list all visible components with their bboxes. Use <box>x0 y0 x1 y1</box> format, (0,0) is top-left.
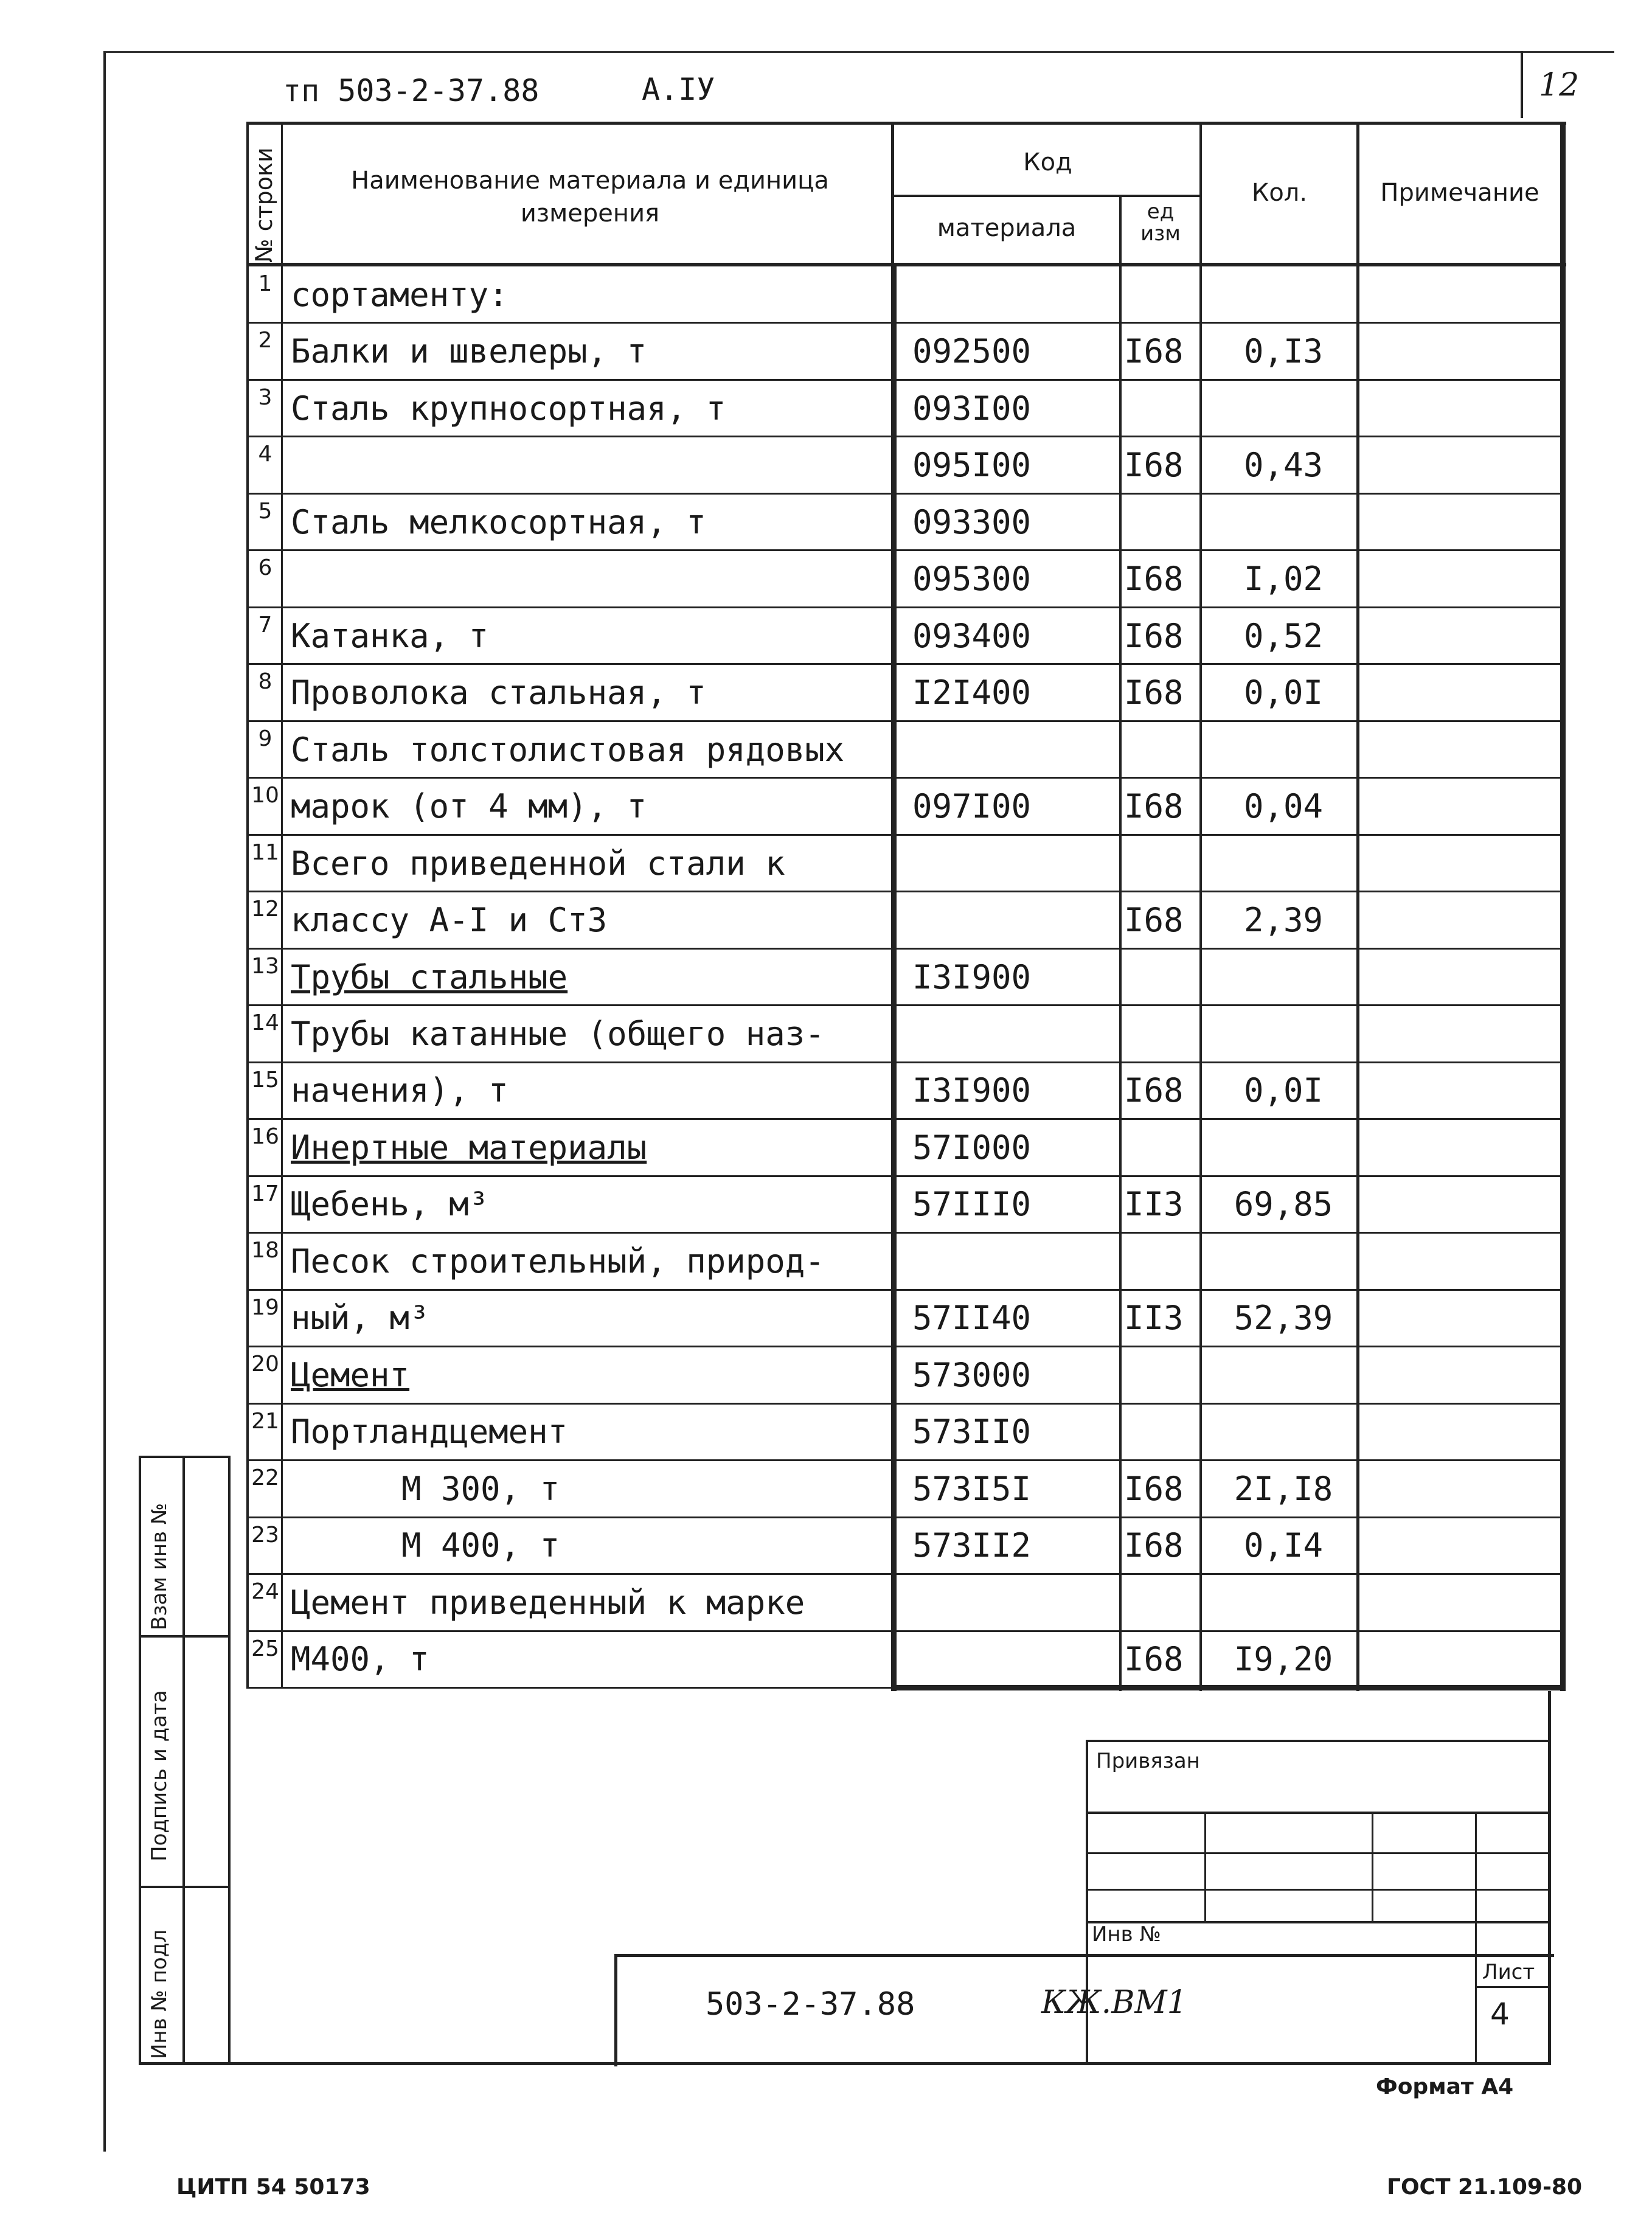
row-rule <box>246 1687 1563 1689</box>
org-code: ЦИТП 54 50173 <box>176 2175 370 2200</box>
privyazan-label: Привязан <box>1096 1749 1200 1773</box>
row-name: Цемент <box>291 1356 410 1394</box>
header-top-rule <box>246 122 1566 125</box>
note-header: Примечание <box>1380 179 1539 207</box>
page-number-divider <box>1521 51 1523 118</box>
row-name: М 400, т <box>401 1526 560 1565</box>
row-name: Щебень, м³ <box>291 1185 489 1223</box>
row-number: 3 <box>258 385 272 410</box>
row-rule <box>246 1573 1563 1575</box>
row-rule <box>246 1630 1563 1632</box>
row-material-code: 573I5I <box>912 1470 1032 1508</box>
doc-mark: КЖ.ВМ1 <box>1041 1984 1187 2021</box>
row-rule <box>246 1232 1563 1234</box>
row-number: 15 <box>251 1068 279 1093</box>
row-name: ный, м³ <box>291 1299 429 1337</box>
row-quantity: 0,I4 <box>1243 1526 1324 1565</box>
row-quantity: 0,0I <box>1243 673 1324 712</box>
row-name: Сталь крупносортная, т <box>291 389 726 428</box>
row-quantity: 52,39 <box>1234 1299 1333 1337</box>
row-rule <box>246 777 1563 779</box>
row-material-code: 57I000 <box>912 1128 1032 1167</box>
row-rule <box>246 834 1563 836</box>
row-name: Катанка, т <box>291 617 489 655</box>
row-number: 16 <box>251 1124 279 1149</box>
row-number: 11 <box>251 840 279 865</box>
sheet-rule <box>1475 1986 1549 1988</box>
row-rule <box>246 549 1563 551</box>
row-rule <box>246 891 1563 892</box>
row-rule <box>246 1004 1563 1006</box>
col-rule-material-head <box>891 122 894 268</box>
album-code: А.IУ <box>642 72 715 107</box>
row-number: 13 <box>251 954 279 979</box>
row-number: 8 <box>258 669 272 694</box>
row-number: 22 <box>251 1465 279 1490</box>
row-name: М 300, т <box>401 1470 560 1508</box>
inv-no-label: Инв № <box>1092 1922 1161 1947</box>
page-number: 12 <box>1539 67 1580 103</box>
row-number: 17 <box>251 1181 279 1206</box>
row-unit-code: I68 <box>1124 332 1184 370</box>
row-unit-code: I68 <box>1124 1640 1184 1678</box>
row-rule <box>246 1118 1563 1120</box>
row-material-code: 093400 <box>912 617 1032 655</box>
row-unit-code: I68 <box>1124 673 1184 712</box>
margin-rule-top <box>139 1456 230 1458</box>
row-material-code: 097I00 <box>912 787 1032 825</box>
stamp-rule-2 <box>1086 1852 1548 1854</box>
row-name: Сталь толстолистовая рядовых <box>291 731 845 769</box>
row-rule <box>246 493 1563 495</box>
row-number: 1 <box>258 271 272 296</box>
row-unit-code: I68 <box>1124 901 1184 939</box>
doc-number: 503-2-37.88 <box>706 1986 915 2023</box>
row-rule <box>246 1403 1563 1405</box>
row-name: М400, т <box>291 1640 429 1678</box>
row-number: 20 <box>251 1352 279 1377</box>
stamp-rule-1 <box>1086 1812 1548 1814</box>
row-material-code: 095300 <box>912 560 1032 598</box>
row-name: начения), т <box>291 1071 508 1110</box>
col-rule-qty <box>1199 122 1202 1691</box>
name-header: Наименование материала и единица измерения <box>351 167 829 228</box>
row-number: 4 <box>258 442 272 467</box>
sheet-value: 4 <box>1490 1996 1510 2032</box>
margin-rule-1 <box>139 1635 230 1638</box>
row-unit-code: I68 <box>1124 1470 1184 1508</box>
sheet-label: Лист <box>1482 1960 1535 1984</box>
row-number: 2 <box>258 328 272 353</box>
row-number: 23 <box>251 1523 279 1548</box>
row-name: Цемент приведенный к марке <box>291 1583 805 1622</box>
row-material-code: 093300 <box>912 503 1032 541</box>
stamp-rule-3 <box>1086 1889 1548 1891</box>
row-material-code: I3I900 <box>912 1071 1032 1110</box>
inv-podl-label: Инв № подл <box>147 1930 172 2059</box>
row-unit-code: I68 <box>1124 446 1184 484</box>
row-number: 6 <box>258 555 272 580</box>
row-material-code: I2I400 <box>912 673 1032 712</box>
row-material-code: 57II40 <box>912 1299 1032 1337</box>
stamp-col-1 <box>1204 1812 1206 1921</box>
row-material-code: 57III0 <box>912 1185 1032 1223</box>
col-rule-unit <box>1119 195 1122 1691</box>
row-number: 10 <box>251 783 279 808</box>
unit-header: ед изм <box>1140 200 1181 246</box>
rownum-header: № строки <box>251 147 277 263</box>
row-quantity: 2I,I8 <box>1234 1470 1333 1508</box>
row-name: Всего приведенной стали к <box>291 844 785 883</box>
row-rule <box>246 379 1563 381</box>
row-quantity: 0,04 <box>1243 787 1324 825</box>
row-quantity: 69,85 <box>1234 1185 1333 1223</box>
row-material-code: 095I00 <box>912 446 1032 484</box>
row-number: 5 <box>258 499 272 524</box>
margin-rule-2 <box>139 1886 230 1888</box>
row-quantity: I,02 <box>1243 560 1324 598</box>
row-rule <box>246 1346 1563 1347</box>
row-rule <box>246 436 1563 437</box>
row-name: марок (от 4 мм), т <box>291 787 647 825</box>
col-rule-right <box>1560 122 1566 1691</box>
material-header: материала <box>937 214 1077 242</box>
margin-rule-outer <box>139 1456 141 2065</box>
row-rule <box>246 322 1563 324</box>
row-material-code: I3I900 <box>912 958 1032 996</box>
row-rule <box>246 1517 1563 1518</box>
row-unit-code: II3 <box>1124 1299 1184 1337</box>
row-rule <box>246 1061 1563 1063</box>
row-name: Трубы катанные (общего наз- <box>291 1015 825 1053</box>
row-name: Балки и швелеры, т <box>291 332 647 370</box>
row-number: 7 <box>258 613 272 638</box>
row-number: 14 <box>251 1010 279 1035</box>
row-rule <box>246 606 1563 608</box>
row-rule <box>246 1289 1563 1291</box>
row-number: 21 <box>251 1409 279 1434</box>
row-unit-code: I68 <box>1124 617 1184 655</box>
row-number: 12 <box>251 897 279 922</box>
col-rule-left <box>246 122 249 1688</box>
row-quantity: 0,43 <box>1243 446 1324 484</box>
row-unit-code: I68 <box>1124 787 1184 825</box>
col-rule-rownum <box>281 122 283 1688</box>
row-number: 9 <box>258 726 272 751</box>
podpis-label: Подпись и дата <box>147 1690 172 1861</box>
doc-code: тп 503-2-37.88 <box>283 73 540 108</box>
row-name: Проволока стальная, т <box>291 673 706 712</box>
row-rule <box>246 720 1563 722</box>
row-name: Песок строительный, природ- <box>291 1242 825 1280</box>
row-quantity: I9,20 <box>1234 1640 1333 1678</box>
row-name: Трубы стальные <box>291 958 568 996</box>
code-header: Код <box>1023 148 1072 176</box>
row-material-code: 573II2 <box>912 1526 1032 1565</box>
row-number: 18 <box>251 1238 279 1263</box>
row-quantity: 0,I3 <box>1243 332 1324 370</box>
gost-code: ГОСТ 21.109-80 <box>1387 2175 1583 2200</box>
row-quantity: 0,0I <box>1243 1071 1324 1110</box>
row-material-code: 092500 <box>912 332 1032 370</box>
col-rule-note <box>1356 122 1359 1691</box>
row-name: классу А-I и Ст3 <box>291 901 608 939</box>
row-material-code: 573000 <box>912 1356 1032 1394</box>
col-rule-material <box>891 266 897 1691</box>
vzam-label: Взам инв № <box>147 1503 172 1630</box>
row-name: Портландцемент <box>291 1412 568 1451</box>
row-unit-code: II3 <box>1124 1185 1184 1223</box>
row-unit-code: I68 <box>1124 1526 1184 1565</box>
row-name: Инертные материалы <box>291 1128 647 1167</box>
row-material-code: 093I00 <box>912 389 1032 428</box>
stamp-col-2 <box>1372 1812 1373 1921</box>
margin-rule-inner <box>182 1456 185 2065</box>
row-number: 19 <box>251 1295 279 1320</box>
row-material-code: 573II0 <box>912 1412 1032 1451</box>
row-rule <box>246 1459 1563 1461</box>
row-quantity: 2,39 <box>1243 901 1324 939</box>
row-quantity: 0,52 <box>1243 617 1324 655</box>
code-subrule <box>893 195 1200 197</box>
margin-rule-body <box>228 1456 231 2065</box>
row-rule <box>246 948 1563 950</box>
row-number: 24 <box>251 1579 279 1604</box>
row-number: 25 <box>251 1636 279 1661</box>
row-unit-code: I68 <box>1124 560 1184 598</box>
header-bottom-rule <box>246 263 1566 266</box>
row-rule <box>246 1175 1563 1177</box>
qty-header: Кол. <box>1251 179 1308 207</box>
format-label: Формат А4 <box>1376 2074 1514 2099</box>
row-name: Сталь мелкосортная, т <box>291 503 706 541</box>
row-unit-code: I68 <box>1124 1071 1184 1110</box>
row-name: сортаменту: <box>291 276 508 314</box>
row-rule <box>246 663 1563 665</box>
